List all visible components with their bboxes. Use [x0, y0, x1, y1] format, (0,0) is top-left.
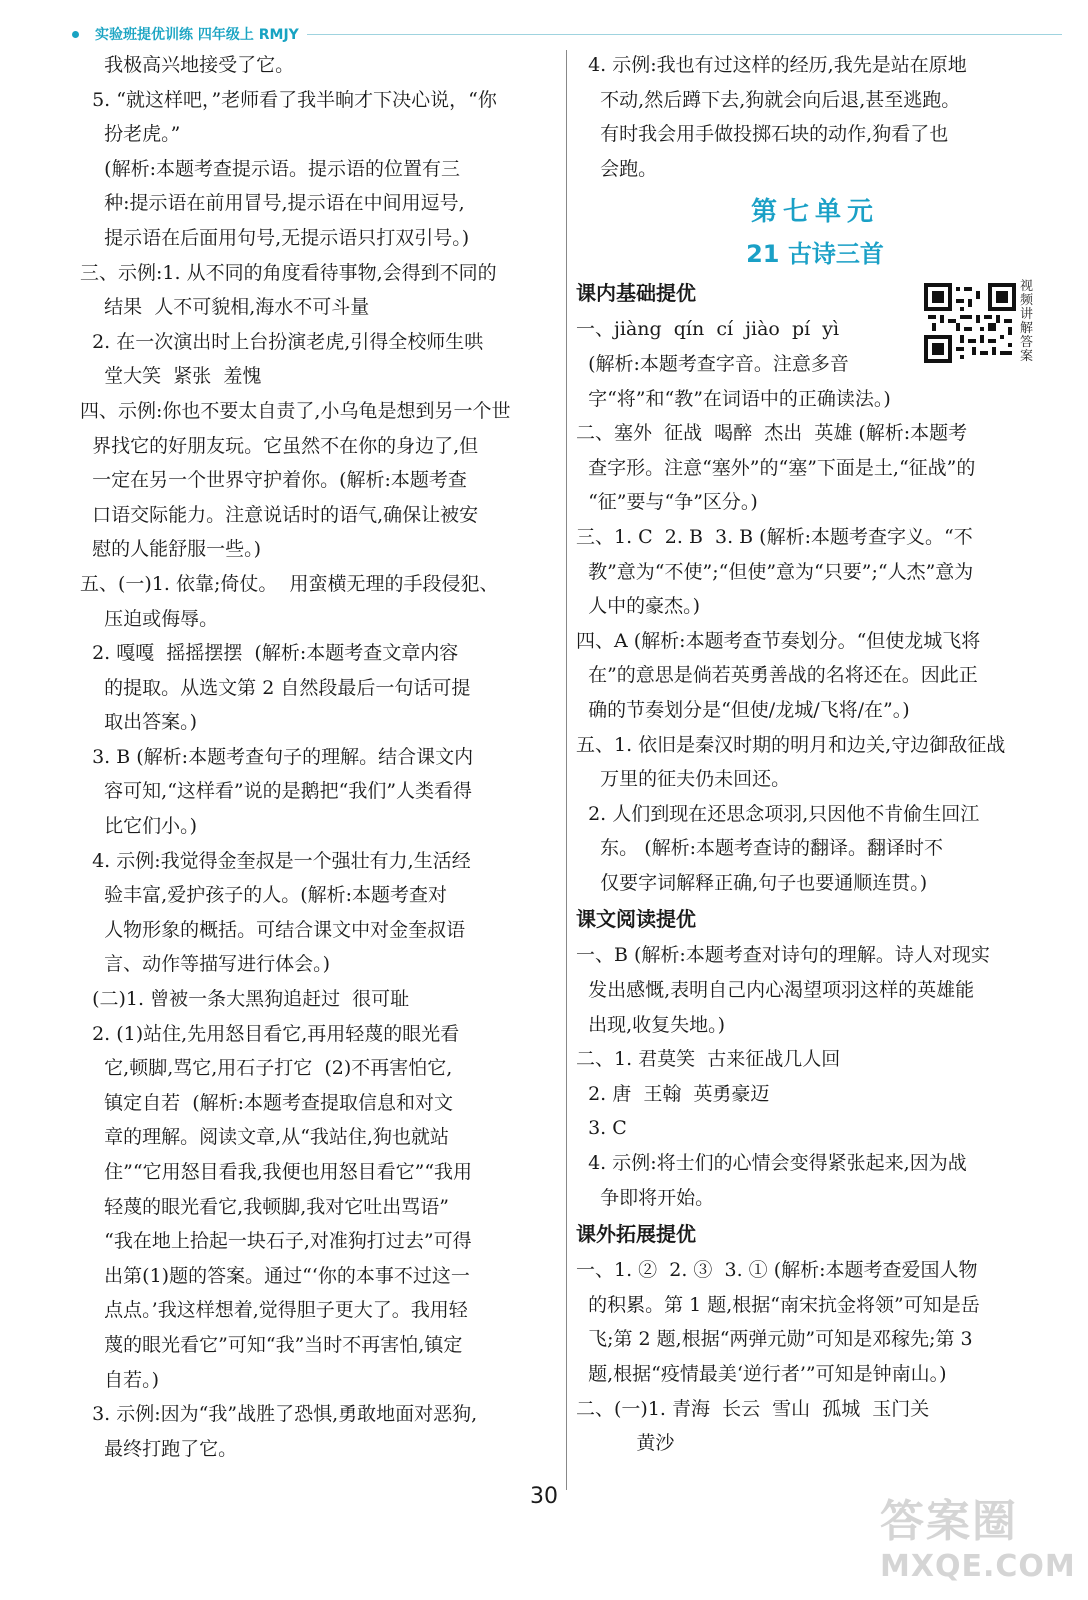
answer-line: 二、1. 君莫笑 古来征战几人回 — [576, 1048, 841, 1071]
header-rule — [307, 34, 1062, 35]
answer-line: 有时我会用手做投掷石块的动作,狗看了也 — [576, 123, 949, 146]
answer-line: 它,顿脚,骂它,用石子打它 (2)不再害怕它, — [80, 1057, 453, 1080]
answer-line: 言、动作等描写进行体会。) — [80, 953, 331, 976]
answer-line: 一、B (解析:本题考查对诗句的理解。诗人对现实 — [576, 944, 990, 967]
qr-caption: 视频讲解答案 — [1020, 279, 1034, 364]
answer-line: 验丰富,爱护孩子的人。(解析:本题考查对 — [80, 884, 448, 907]
answer-line: 五、1. 依旧是秦汉时期的明月和边关,守边御敌征战 — [576, 733, 1006, 756]
answer-line: (解析:本题考查字音。注意多音 — [576, 352, 849, 375]
answer-line: “征”要与“争”区分。) — [576, 491, 758, 514]
answer-line: 5. “就这样吧，”老师看了我半晌才下决心说，“你 — [80, 88, 497, 111]
answer-line: 3. C — [576, 1117, 627, 1140]
section-extension-answers — [576, 1253, 1054, 1461]
answer-line: 慰的人能舒服一些。) — [80, 538, 261, 561]
section-heading-extension: 课外拓展提优 — [576, 1222, 696, 1247]
answer-line: 一、jiàng qín cí jiào pí yì — [576, 318, 840, 341]
answer-line: 3. B (解析:本题考查句子的理解。结合课文内 — [80, 745, 474, 768]
page-header — [72, 22, 1062, 46]
section-reading-answers — [576, 938, 1054, 1215]
answer-line: 确的节奏划分是“但使/龙城/飞将/在”。) — [576, 698, 910, 721]
right-top-block — [576, 48, 1054, 186]
answer-line: 界找它的好朋友玩。它虽然不在你的身边了,但 — [80, 434, 479, 457]
watermark — [880, 1485, 1080, 1595]
answer-line: 三、1. C 2. B 3. B (解析:本题考查字义。“不 — [576, 525, 973, 548]
answer-line: 自若。) — [80, 1368, 160, 1391]
right-column — [576, 48, 1054, 1461]
answer-line: 黄沙 — [576, 1432, 675, 1455]
answer-line: 扮老虎。” — [80, 123, 181, 146]
answer-line: 查字形。注意“塞外”的“塞”下面是土,“征战”的 — [576, 456, 976, 479]
answer-line: 教”意为“不使”;“但使”意为“只要”;“人杰”意为 — [576, 560, 974, 583]
answer-line: 东。 (解析:本题考查诗的翻译。翻译时不 — [576, 837, 944, 860]
answer-line: 轻蔑的眼光看它,我顿脚,我对它吐出骂语” — [80, 1195, 449, 1218]
answer-line: 4. 示例:我觉得金奎叔是一个强壮有力,生活经 — [80, 849, 471, 872]
qr-code-icon[interactable] — [924, 283, 1016, 363]
answer-line: 三、示例:1. 从不同的角度看待事物,会得到不同的 — [80, 261, 497, 284]
header-title: 实验班提优训练 四年级上 RMJY — [95, 27, 299, 43]
answer-line: 一、1. ② 2. ③ 3. ① (解析:本题考查爱国人物 — [576, 1259, 978, 1282]
answer-line: 一定在另一个世界守护着你。(解析:本题考查 — [80, 469, 467, 492]
watermark-logo: 答案圈 — [880, 1496, 1018, 1547]
section-basic-answers — [576, 312, 1054, 900]
section-heading-reading: 课文阅读提优 — [576, 907, 696, 932]
answer-line: 五、(一)1. 依靠;倚仗。 用蛮横无理的手段侵犯、 — [80, 572, 499, 595]
answer-line: 人物形象的概括。可结合课文中对金奎叔语 — [80, 918, 466, 941]
answer-line: 不动,然后蹲下去,狗就会向后退,甚至逃跑。 — [576, 88, 961, 111]
unit-title: 第七单元 — [750, 197, 879, 228]
answer-line: 取出答案。) — [80, 711, 198, 734]
answer-line: 种:提示语在前用冒号,提示语在中间用逗号, — [80, 192, 465, 215]
answer-line: 4. 示例:我也有过这样的经历,我先是站在原地 — [576, 54, 967, 76]
answer-line: 最终打跑了它。 — [80, 1437, 238, 1460]
answer-line: 字“将”和“教”在词语中的正确读法。) — [576, 387, 891, 410]
answer-line: 堂大笑 紧张 羞愧 — [80, 365, 262, 388]
answer-line: 蔑的眼光看它”可知“我”当时不再害怕,镇定 — [80, 1333, 463, 1356]
answer-line: 会跑。 — [576, 157, 658, 180]
answer-line: 四、示例:你也不要太自责了,小乌龟是想到另一个世 — [80, 399, 511, 422]
answer-line: 章的理解。阅读文章,从“我站住,狗也就站 — [80, 1126, 449, 1149]
answer-line: 二、(一)1. 青海 长云 雪山 孤城 玉门关 — [576, 1397, 930, 1420]
answer-line: 的提取。从选文第 2 自然段最后一句话可提 — [80, 676, 471, 699]
answer-line: 容可知,“这样看”说的是鹅把“我们”人类看得 — [80, 780, 473, 803]
answer-line: 出现,收复失地。) — [576, 1013, 726, 1036]
answer-line: 4. 示例:将士们的心情会变得紧张起来,因为战 — [576, 1152, 967, 1175]
page-number: 30 — [530, 1484, 558, 1509]
answer-line: 题,根据“疫情最美‘逆行者’”可知是钟南山。) — [576, 1363, 947, 1385]
answer-line: 2. 人们到现在还思念项羽,只因他不肯偷生回江 — [576, 802, 980, 825]
answer-line: 人中的豪杰。) — [576, 595, 700, 618]
answer-line: 2. 嘎嘎 摇摇摆摆 (解析:本题考查文章内容 — [80, 642, 459, 665]
answer-line: 2. 在一次演出时上台扮演老虎,引得全校师生哄 — [80, 330, 484, 353]
answer-line: 住”“它用怒目看我,我便也用怒目看它”“我用 — [80, 1161, 473, 1183]
answer-line: 镇定自若 (解析:本题考查提取信息和对文 — [80, 1091, 454, 1114]
left-column — [80, 48, 558, 1466]
lesson-title: 21 古诗三首 — [746, 240, 884, 269]
header-bullet-icon — [72, 31, 79, 38]
answer-line: 在”的意思是倘若英勇善战的名将还在。因此正 — [576, 664, 978, 687]
answer-line: “我在地上拾起一块石子,对准狗打过去”可得 — [80, 1230, 472, 1253]
watermark-url: MXQE.COM — [880, 1549, 1076, 1584]
answer-line: 出第(1)题的答案。通过“‘你的本事不过这一 — [80, 1264, 470, 1287]
answer-line: 2. (1)站住,先用怒目看它,再用轻蔑的眼光看 — [80, 1022, 460, 1045]
answer-line: 压迫或侮辱。 — [80, 607, 219, 630]
answer-line: 口语交际能力。注意说话时的语气,确保让被安 — [80, 503, 479, 526]
answer-line: 仅要字词解释正确,句子也要通顺连贯。) — [576, 871, 928, 894]
answer-line: 提示语在后面用句号,无提示语只打双引号。) — [80, 226, 470, 249]
answer-line: (解析:本题考查提示语。提示语的位置有三 — [80, 157, 460, 180]
answer-line: 的积累。第 1 题,根据“南宋抗金将领”可知是岳 — [576, 1293, 980, 1316]
section-heading-basic: 课内基础提优 — [576, 281, 696, 306]
answer-line: 万里的征夫仍未回还。 — [576, 768, 791, 791]
answer-line: 3. 示例:因为“我”战胜了恐惧,勇敢地面对恶狗, — [80, 1403, 478, 1426]
answer-line: 争即将开始。 — [576, 1186, 715, 1209]
answer-line: (二)1. 曾被一条大黑狗追赶过 很可耻 — [80, 988, 410, 1011]
answer-line: 发出感慨,表明自己内心渴望项羽这样的英雄能 — [576, 979, 975, 1002]
column-divider — [566, 50, 567, 1490]
answer-line: 2. 唐 王翰 英勇豪迈 — [576, 1082, 770, 1105]
answer-line: 四、A (解析:本题考查节奏划分。“但使龙城飞将 — [576, 629, 981, 652]
answer-line: 我极高兴地接受了它。 — [80, 54, 295, 76]
answer-line: 比它们小。) — [80, 815, 198, 838]
answer-line: 飞;第 2 题,根据“两弹元勋”可知是邓稼先;第 3 — [576, 1328, 973, 1351]
answer-line: 结果 人不可貌相,海水不可斗量 — [80, 296, 370, 319]
answer-line: 点点。’我这样想着,觉得胆子更大了。我用轻 — [80, 1299, 468, 1322]
answer-line: 二、塞外 征战 喝醉 杰出 英雄 (解析:本题考 — [576, 422, 968, 445]
